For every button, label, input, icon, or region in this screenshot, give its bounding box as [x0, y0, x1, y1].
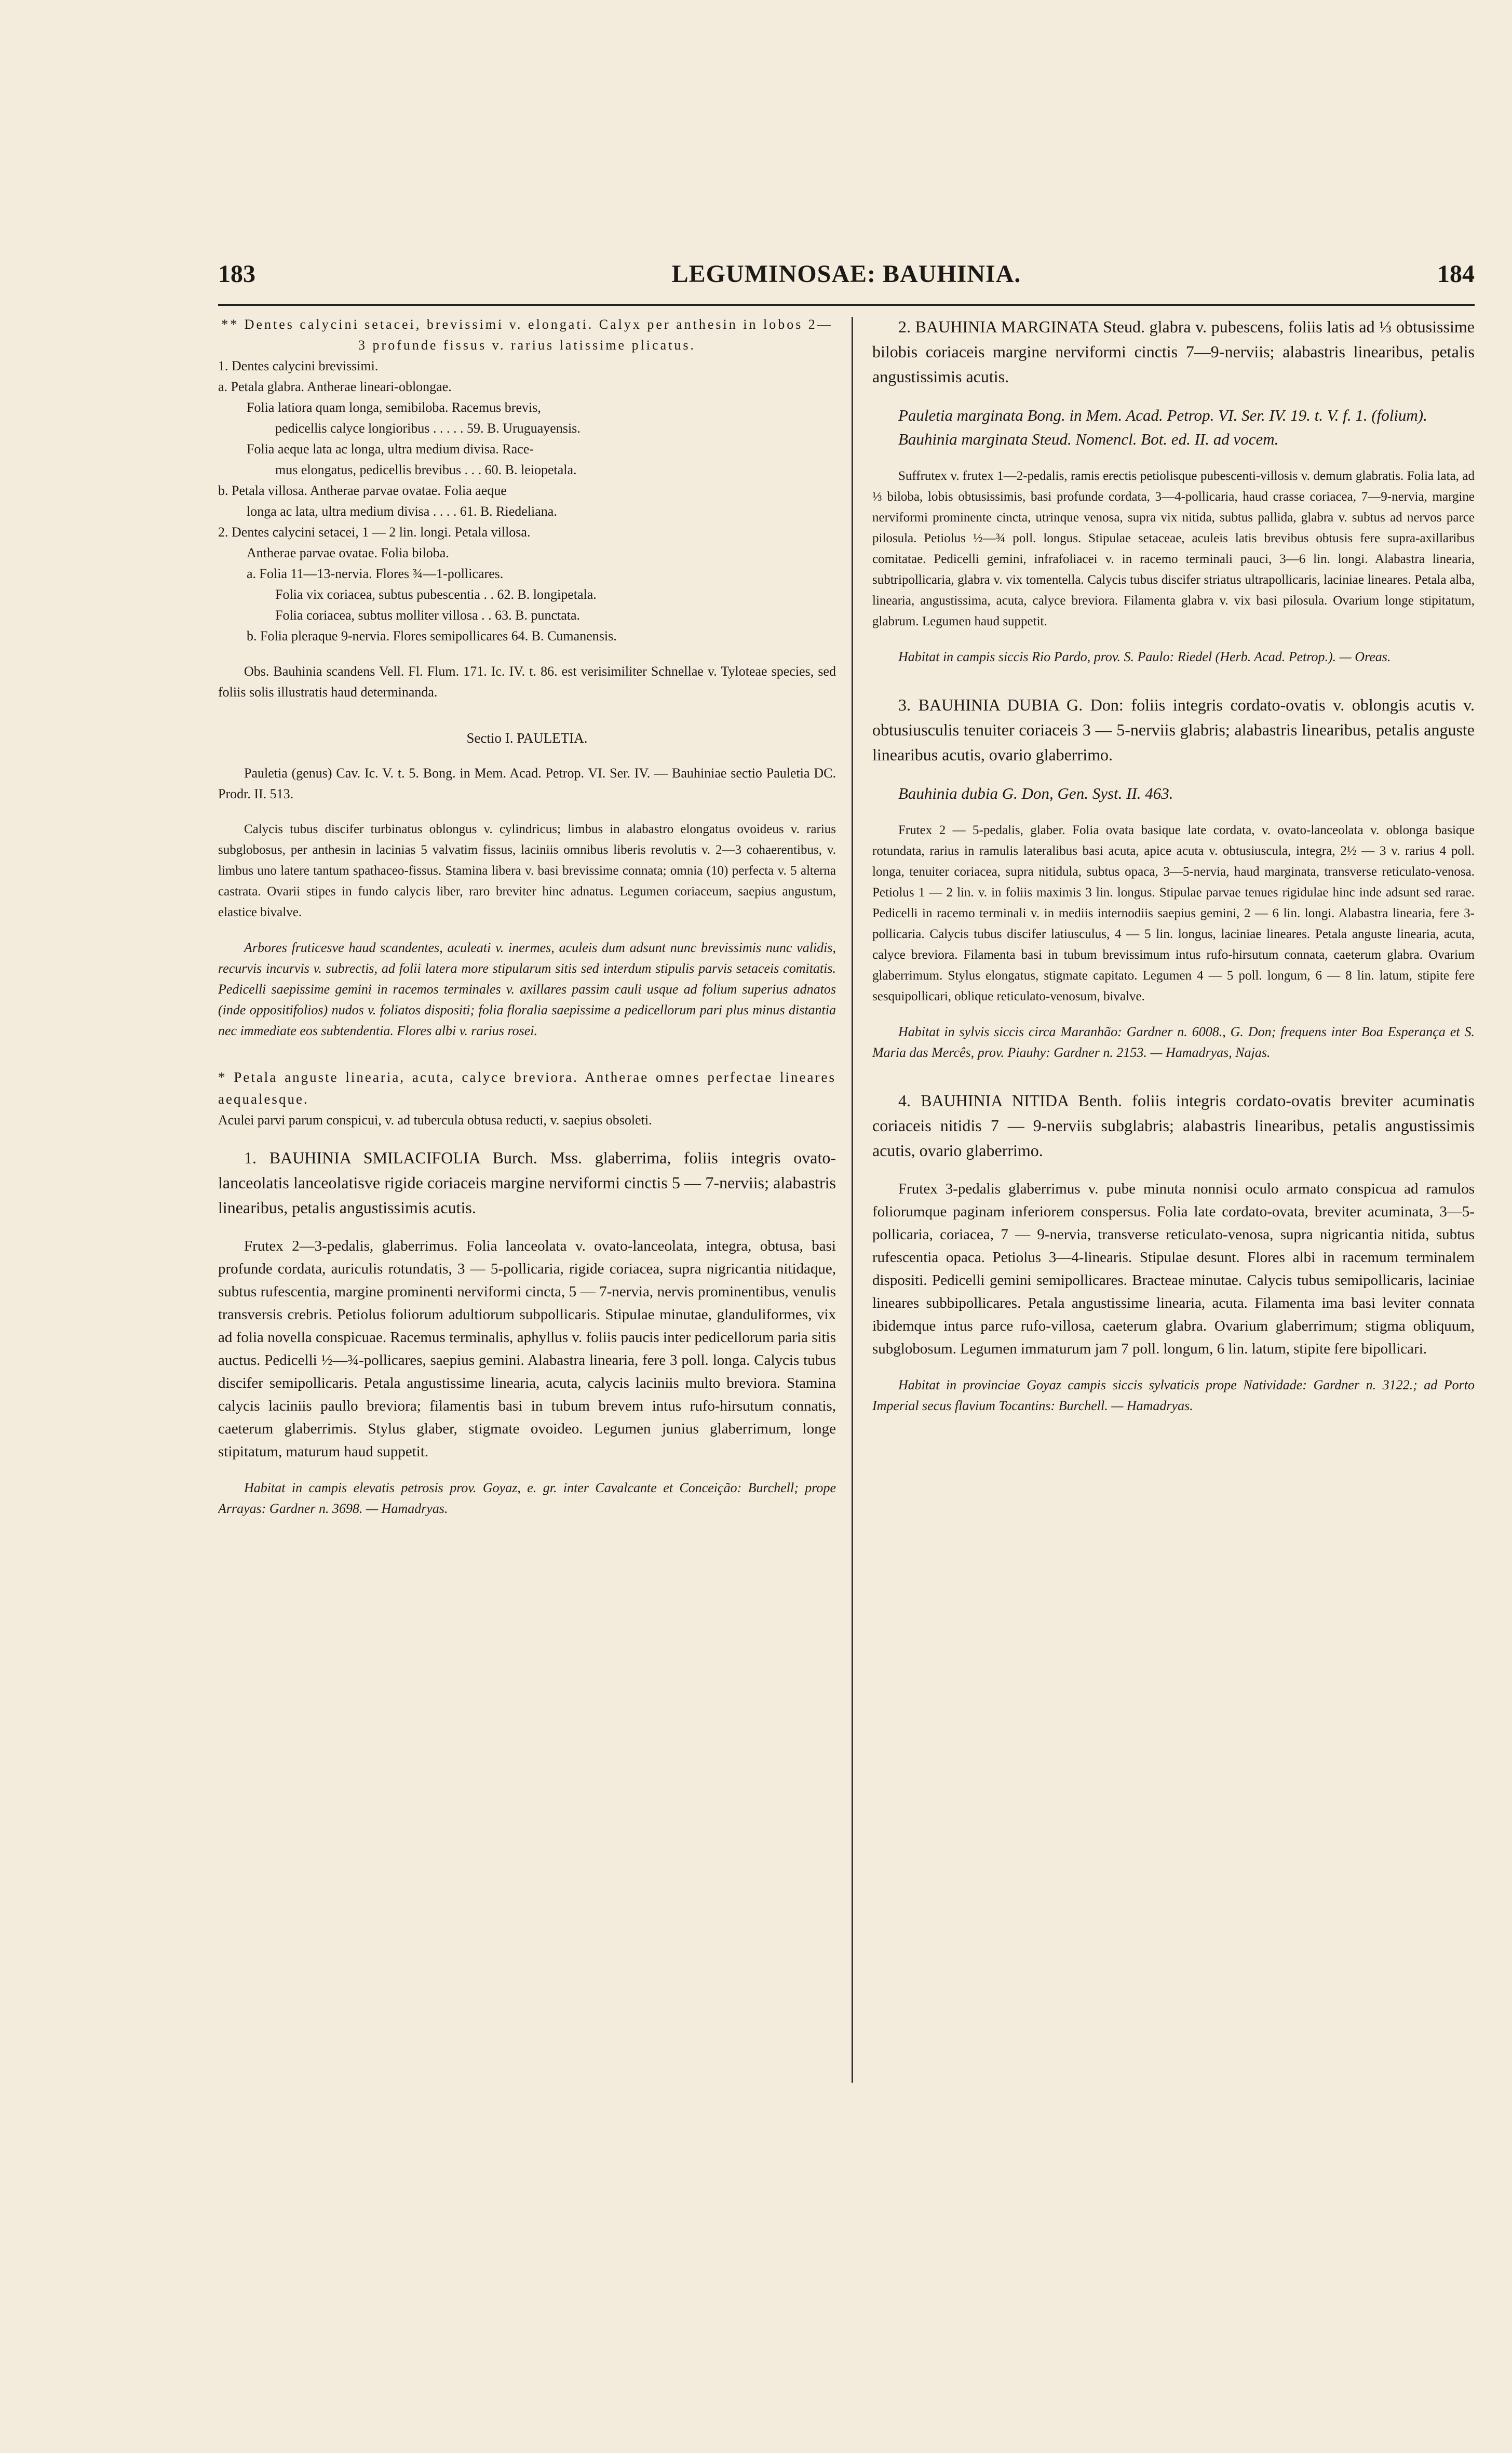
species-4-diagnosis: 4. BAUHINIA NITIDA Benth. foliis integris cordato-ovatis breviter acuminatis coriaceis nitidis 7 — 9-nerviis subglabris; alabastris linearibus, petalis angustissimis acutis, ovario glaberrimo.	[872, 1091, 1475, 1160]
section-habit: Arbores fruticesve haud scandentes, aculeati v. inermes, aculeis dum adsunt nunc brevissimis nunc validis, recurvis incurvis v. subrectis, ad folii latera more stipularum sitis sed interdum stipulis parvis setaceis comitatis. Pedicelli saepissime gemini in racemos terminales v. axillares passim cauli usque ad folium superius adnatos (inde oppositifolios) nudos v. foliatos dispositi; folia floralia saepissime a pedicellorum pari plus minus distantia nec immediate eos subtendentia. Flores albi v. rarius rosei.	[218, 940, 836, 1038]
key-line: mus elongatus, pedicellis brevibus . . . 60. B. leiopetala.	[275, 462, 577, 477]
page-number-left: 183	[218, 260, 255, 288]
species-3-habitat: Habitat in sylvis siccis circa Maranhão: Gardner n. 6008., G. Don; frequens inter Boa Esperança et S. Maria das Mercês, prov. Piauhy: Gardner n. 2153. — Hamadryas, Najas.	[872, 1024, 1475, 1060]
species-3-description: Frutex 2 — 5-pedalis, glaber. Folia ovata basique late cordata, v. ovato-lanceolata v. oblonga basique rotundata, rarius in ramulis lateralibus basi acuta, apice acuta v. obtusiuscula, integra, 2½ — 3 v. rarius 4 poll. longa, tenuiter coriacea, supra nitidula, subtus opaca, 3—5-nervia, haud marginata, transverse reticulato-venosa. Petiolus 1 — 2 lin. v. in foliis maximis 3 lin. longus. Stipulae parvae tenues rigidulae hinc inde adsunt sed rarae. Pedicelli in racemo terminali v. in mediis internodiis saepius gemini, 2 — 6 lin. longi. Alabastra linearia, fere 3-pollicaria. Calycis tubus discifer latiusculus, 4 — 5 lin. longus, laciniae lineares. Petala anguste linearia, acuta, calyce breviora. Filamenta basi in tubum brevissimum intus rufo-hirsutum connata, caeterum glabra. Ovarium glaberrimum. Stylus elongatus, stigmate capitato. Legumen 4 — 5 poll. longum, 6 — 8 lin. latum, stipite fere sesquipollicari, oblique reticulato-venosum, bivalve.	[872, 823, 1475, 1003]
species-2-diagnosis: 2. BAUHINIA MARGINATA Steud. glabra v. pubescens, foliis latis ad ⅓ obtusissime bilobis coriaceis margine nerviformi cinctis 7—9-nerviis; alabastris linearibus, petalis angustissimis acutis.	[872, 317, 1475, 386]
header-rule	[218, 304, 1475, 306]
key-line: b. Folia pleraque 9-nervia. Flores semipollicares 64. B. Cumanensis.	[247, 628, 617, 644]
left-column	[218, 314, 836, 1519]
species-2-synonymy: Pauletia marginata Bong. in Mem. Acad. Petrop. VI. Ser. IV. 19. t. V. f. 1. (folium). Bauhinia marginata Steud. Nomencl. Bot. ed. II. ad vocem.	[898, 406, 1427, 448]
species-1-description: Frutex 2—3-pedalis, glaberrimus. Folia lanceolata v. ovato-lanceolata, integra, obtusa, basi profunde cordata, auriculis rotundatis, 3 — 5-pollicaria, rigide coriacea, supra nigricantia nitidaque, subtus rufescentia, margine prominenti nerviformi cincta, 5 — 7-nervia, nervis prominentibus, venulis transversis crebris. Petiolus foliorum adultiorum subpollicaris. Stipulae minutae, glanduliformes, vix ad folia novella conspicuae. Racemus terminalis, aphyllus v. foliis paucis inter pedicellorum paria sitis auctus. Pedicelli ½—¾-pollicares, saepius gemini. Alabastra linearia, fere 3 poll. longa. Calycis tubus discifer semipollicaris. Petala angustissime linearia, acuta, calycis laciniis multo breviora. Stamina calycis laciniis paullo breviora; filamentis basi in tubum brevem intus rufo-hirsutum connatis, caeterum glaberrimis. Stylus glaber, stigmate ovoideo. Legumen junius glaberrimum, longe stipitatum, maturum haud suppetit.	[218, 1238, 836, 1460]
species-4-description: Frutex 3-pedalis glaberrimus v. pube minuta nonnisi oculo armato conspicua ad ramulos foliorumque paginam inferiorem conspersus. Folia late cordato-ovata, breviter acuminata, 3—5-pollicaria, coriacea, 7 — 9-nervia, transverse reticulato-venosa, supra nigricantia nitida, subtus rufescentia opaca. Petiolus 3—4-linearis. Stipulae desunt. Flores albi in racemum terminalem dispositi. Pedicelli gemini semipollicares. Bracteae minutae. Calycis tubus semipollicaris, laciniae lineares subbipollicares. Petala angustissime linearia, acuta. Filamenta ima basi leviter connata ibidemque intus parce rufo-villosa, caeterum glabra. Ovarium glaberrimum; stigma obliquum, subglobosum. Legumen immaturum jam 7 poll. longum, 6 lin. latum, stipite fere bipollicari.	[872, 1181, 1475, 1357]
key-line: a. Folia 11—13-nervia. Flores ¾—1-pollicares.	[247, 566, 504, 581]
column-divider	[852, 317, 853, 2083]
species-1-habitat: Habitat in campis elevatis petrosis prov. Goyaz, e. gr. inter Cavalcante et Conceição: Burchell; prope Arrayas: Gardner n. 3698. — Hamadryas.	[218, 1480, 836, 1516]
key-line: Folia aeque lata ac longa, ultra medium divisa. Race-	[247, 441, 534, 457]
key-line: Folia latiora quam longa, semibiloba. Racemus brevis,	[247, 400, 541, 415]
subgroup-note: Aculei parvi parum conspicui, v. ad tubercula obtusa reducti, v. saepius obsoleti.	[218, 1112, 652, 1128]
page-number-right: 184	[1437, 260, 1475, 288]
species-3-diagnosis: 3. BAUHINIA DUBIA G. Don: foliis integris cordato-ovatis v. oblongis acutis v. obtusiusculis tenuiter coriaceis 3 — 5-nerviis glabris; alabastris linearibus, petalis anguste linearibus acutis, ovario glaberrimo.	[872, 695, 1475, 764]
key-line: pedicellis calyce longioribus . . . . . 59. B. Uruguayensis.	[275, 421, 580, 436]
key-intro: ** Dentes calycini setacei, brevissimi v. elongati. Calyx per anthesin in lobos 2—3 profunde fissus v. rarius latissime plicatus.	[221, 317, 833, 353]
pauletia-synonymy: Pauletia (genus) Cav. Ic. V. t. 5. Bong. in Mem. Acad. Petrop. VI. Ser. IV. — Bauhiniae sectio Pauletia DC. Prodr. II. 513.	[218, 766, 836, 801]
page-header	[218, 260, 1475, 296]
key-line: Folia coriacea, subtus molliter villosa . . 63. B. punctata.	[275, 608, 580, 623]
key-line: Antherae parvae ovatae. Folia biloba.	[247, 545, 449, 560]
key-line: b. Petala villosa. Antherae parvae ovatae. Folia aeque	[218, 483, 507, 498]
key-line: Folia vix coriacea, subtus pubescentia . . 62. B. longipetala.	[275, 587, 597, 602]
running-title: LEGUMINOSAE: BAUHINIA.	[671, 260, 1021, 288]
key-line: a. Petala glabra. Antherae lineari-oblongae.	[218, 379, 452, 394]
section-description: Calycis tubus discifer turbinatus oblongus v. cylindricus; limbus in alabastro elongatus ovoideus v. rarius subglobosus, per anthesin in lacinias 5 valvatim fissus, laciniis omnibus liberis revolutis v. 2—3 cohaerentibus, v. limbus uno latere tantum spathaceo-fissus. Stamina libera v. basi brevissime connata; omnia (10) perfecta v. 5 alterna castrata. Ovarii stipes in fundo calycis liber, raro breviter hinc adnatus. Legumen coriaceum, saepius angustum, elastice bivalve.	[218, 822, 836, 919]
section-heading: Sectio I. PAULETIA.	[466, 730, 588, 746]
species-key	[218, 314, 836, 647]
species-1-diagnosis: 1. BAUHINIA SMILACIFOLIA Burch. Mss. glaberrima, foliis integris ovato-lanceolatis lanceolatisve rigide coriaceis margine nerviformi cinctis 5 — 7-nerviis; alabastris linearibus, petalis angustissimis acutis.	[218, 1148, 836, 1217]
species-2-description: Suffrutex v. frutex 1—2-pedalis, ramis erectis petiolisque pubescenti-villosis v. demum glabratis. Folia lata, ad ⅓ biloba, lobis obtusissimis, basi profunde cordata, 3—4-pollicaria, haud crasse coriacea, 7—9-nervia, margine nerviformi prominente cincta, utrinque venosa, supra vix nitida, subtus pallida, glabra v. subtus ad nervos parce pilosula. Petiolus ½—¾ poll. longus. Stipulae setaceae, aculeis latis brevibus obtusis fere supra-axillaribus comitatae. Pedicelli gemini, infrafoliacei v. in racemo terminali pauci, 3—6 lin. longi. Alabastra linearia, subtripollicaria, glabra v. vix tomentella. Calycis tubus discifer striatus ultrapollicaris, laciniae lineares. Petala alba, linearia, angustissima, acuta, calyce breviora. Filamenta glabra v. vix basi pilosula. Ovarium longe stipitatum, glabrum. Legumen haud suppetit.	[872, 469, 1475, 628]
observation-note: Obs. Bauhinia scandens Vell. Fl. Flum. 171. Ic. IV. t. 86. est verisimiliter Schnellae v. Tyloteae species, sed foliis solis illustratis haud determinanda.	[218, 664, 836, 700]
key-line: 2. Dentes calycini setacei, 1 — 2 lin. longi. Petala villosa.	[218, 525, 531, 540]
key-line: longa ac lata, ultra medium divisa . . . . 61. B. Riedeliana.	[247, 504, 557, 519]
species-3-synonymy: Bauhinia dubia G. Don, Gen. Syst. II. 463.	[898, 784, 1173, 802]
right-column	[872, 314, 1475, 1416]
species-2-habitat: Habitat in campis siccis Rio Pardo, prov. S. Paulo: Riedel (Herb. Acad. Petrop.). — Oreas.	[898, 649, 1391, 664]
key-line: 1. Dentes calycini brevissimi.	[218, 358, 379, 373]
subgroup-heading: * Petala anguste linearia, acuta, calyce breviora. Antherae omnes perfectae lineares aequalesque.	[218, 1069, 836, 1107]
species-4-habitat: Habitat in provinciae Goyaz campis siccis sylvaticis prope Natividade: Gardner n. 3122.; ad Porto Imperial secus flavium Tocantins: Burchell. — Hamadryas.	[872, 1377, 1475, 1413]
